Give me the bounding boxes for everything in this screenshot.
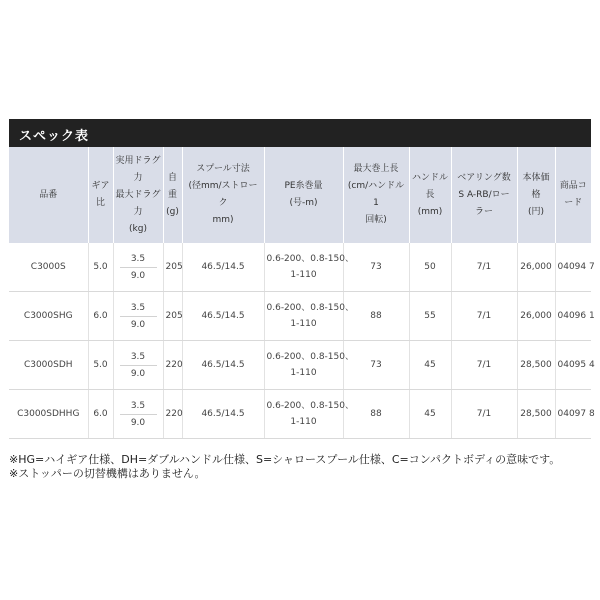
spec-title: スペック表 [19, 129, 90, 144]
cell-gear: 5.0 [88, 341, 113, 390]
header-retrieve: 最大巻上長 (cm/ハンドル1 回転) [343, 147, 409, 243]
cell-retrieve: 73 [343, 341, 409, 390]
header-gear-ratio: ギア 比 [88, 147, 113, 243]
table-row [9, 292, 591, 341]
cell-retrieve: 88 [343, 390, 409, 439]
cell-handle: 55 [409, 292, 451, 341]
cell-spool: 46.5/14.5 [182, 243, 264, 292]
cell-weight: 205 [163, 292, 182, 341]
header-spool: スプール寸法 (径mm/ストローク mm) [182, 147, 264, 243]
cell-spool: 46.5/14.5 [182, 341, 264, 390]
cell-weight: 220 [163, 390, 182, 439]
cell-pe-line: 0.6-200、0.8-150、 1-110 [264, 292, 343, 341]
cell-spool: 46.5/14.5 [182, 390, 264, 439]
cell-bearing: 7/1 [451, 292, 517, 341]
cell-handle: 45 [409, 390, 451, 439]
cell-price: 26,000 [517, 243, 555, 292]
table-header-row [9, 147, 591, 243]
cell-drag: 3.5 9.0 [113, 341, 163, 390]
note-line: ※HG=ハイギア仕様、DH=ダブルハンドル仕様、S=シャロースプール仕様、C=コンパクトボディの意味です。 [9, 453, 561, 466]
header-price: 本体価 格 (円) [517, 147, 555, 243]
spec-section-header [9, 119, 591, 147]
cell-price: 26,000 [517, 292, 555, 341]
header-code: 商品コード [555, 147, 591, 243]
cell-spool: 46.5/14.5 [182, 292, 264, 341]
cell-bearing: 7/1 [451, 390, 517, 439]
cell-code: 04095 4 [555, 341, 591, 390]
cell-pe-line: 0.6-200、0.8-150、 1-110 [264, 243, 343, 292]
cell-pe-line: 0.6-200、0.8-150、 1-110 [264, 390, 343, 439]
cell-bearing: 7/1 [451, 243, 517, 292]
cell-handle: 45 [409, 341, 451, 390]
cell-gear: 5.0 [88, 243, 113, 292]
spec-table [9, 147, 595, 439]
cell-price: 28,500 [517, 390, 555, 439]
header-handle: ハンドル長 (mm) [409, 147, 451, 243]
cell-pe-line: 0.6-200、0.8-150、 1-110 [264, 341, 343, 390]
cell-code: 04097 8 [555, 390, 591, 439]
table-row [9, 243, 591, 292]
cell-weight: 205 [163, 243, 182, 292]
cell-price: 28,500 [517, 341, 555, 390]
cell-model: C3000SDHHG [9, 390, 88, 439]
table-row [9, 390, 591, 439]
header-weight: 自 重 (g) [163, 147, 182, 243]
header-drag: 実用ドラグ 力 最大ドラグ 力 (kg) [113, 147, 163, 243]
header-model: 品番 [9, 147, 88, 243]
cell-drag: 3.5 9.0 [113, 243, 163, 292]
cell-code: 04094 7 [555, 243, 591, 292]
cell-handle: 50 [409, 243, 451, 292]
cell-retrieve: 88 [343, 292, 409, 341]
notes [9, 453, 594, 481]
cell-drag: 3.5 9.0 [113, 390, 163, 439]
table-row [9, 341, 591, 390]
cell-gear: 6.0 [88, 292, 113, 341]
cell-retrieve: 73 [343, 243, 409, 292]
header-pe-line: PE糸巻量 (号-m) [264, 147, 343, 243]
header-bearing: ベアリング数 S A-RB/ロー ラー [451, 147, 517, 243]
cell-model: C3000SHG [9, 292, 88, 341]
cell-code: 04096 1 [555, 292, 591, 341]
cell-bearing: 7/1 [451, 341, 517, 390]
cell-gear: 6.0 [88, 390, 113, 439]
cell-weight: 220 [163, 341, 182, 390]
note-line: ※ストッパーの切替機構はありません。 [9, 467, 206, 480]
cell-drag: 3.5 9.0 [113, 292, 163, 341]
cell-model: C3000S [9, 243, 88, 292]
cell-model: C3000SDH [9, 341, 88, 390]
